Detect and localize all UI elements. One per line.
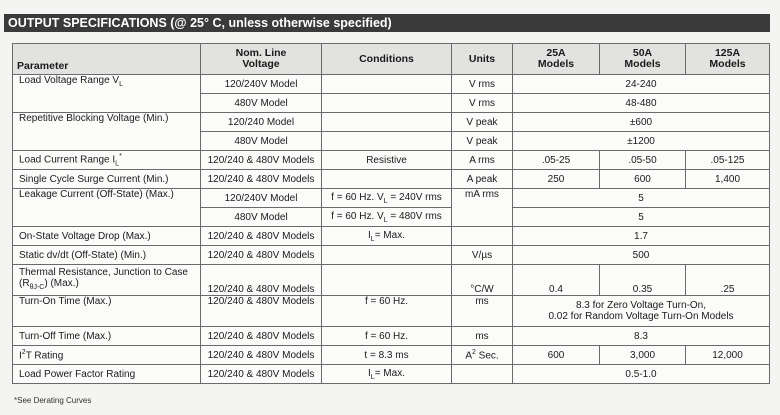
conditions-cell: Resistive	[322, 151, 452, 170]
voltage-cell: 120/240 & 480V Models	[201, 327, 322, 346]
header-conditions: Conditions	[322, 44, 452, 75]
voltage-cell: 120/240 & 480V Models	[201, 246, 322, 265]
voltage-cell: 480V Model	[201, 94, 322, 113]
units-cell: ms	[452, 327, 513, 346]
conditions-cell: f = 60 Hz. $V_L = 480V$ rms	[322, 208, 452, 227]
units-cell: V rms	[452, 94, 513, 113]
units-cell: V peak	[452, 113, 513, 132]
param-load-voltage-range: Load Voltage Range $V_L$	[13, 75, 201, 113]
table-row	[13, 346, 770, 365]
value-25a: 0.4	[513, 265, 600, 296]
param-thermal-resistance: Thermal Resistance, Junction to Case $(R_{\theta J-C})$ (Max.)	[13, 265, 201, 296]
table-row	[13, 113, 770, 132]
value-25a: .05-25	[513, 151, 600, 170]
voltage-cell: 480V Model	[201, 208, 322, 227]
conditions-cell: f = 60 Hz.	[322, 327, 452, 346]
voltage-cell: 120/240 & 480V Models	[201, 365, 322, 384]
section-title: OUTPUT SPECIFICATIONS (@ 25° C, unless otherwise specified)	[4, 14, 770, 32]
units-cell: ms	[452, 296, 513, 327]
units-cell: V rms	[452, 75, 513, 94]
conditions-cell: f = 60 Hz.	[322, 296, 452, 327]
value-cell: 0.5-1.0	[513, 365, 770, 384]
table-row	[13, 327, 770, 346]
voltage-cell: 120/240 & 480V Models	[201, 227, 322, 246]
table-row	[13, 265, 770, 296]
units-cell	[452, 365, 513, 384]
units-cell: °C/W	[452, 265, 513, 296]
table-row	[13, 246, 770, 265]
voltage-cell: 120/240 & 480V Models	[201, 265, 322, 296]
units-cell: mA rms	[452, 189, 513, 227]
param-turn-off-time: Turn-Off Time (Max.)	[13, 327, 201, 346]
value-125a: .05-125	[686, 151, 770, 170]
value-cell: 8.3	[513, 327, 770, 346]
conditions-cell	[322, 113, 452, 132]
table-row	[13, 170, 770, 189]
conditions-cell	[322, 170, 452, 189]
value-cell: 1.7	[513, 227, 770, 246]
header-units: Units	[452, 44, 513, 75]
param-single-cycle-surge-current: Single Cycle Surge Current (Min.)	[13, 170, 201, 189]
conditions-cell: f = 60 Hz. $V_L = 240V$ rms	[322, 189, 452, 208]
conditions-cell	[322, 246, 452, 265]
table-row	[13, 296, 770, 327]
conditions-cell	[322, 265, 452, 296]
value-125a: 1,400	[686, 170, 770, 189]
table-row	[13, 189, 770, 208]
header-25a-models: 25A Models	[513, 44, 600, 75]
param-repetitive-blocking-voltage: Repetitive Blocking Voltage (Min.)	[13, 113, 201, 151]
units-cell: V peak	[452, 132, 513, 151]
units-cell	[452, 227, 513, 246]
value-cell: 48-480	[513, 94, 770, 113]
voltage-cell: 120/240 & 480V Models	[201, 346, 322, 365]
voltage-cell: 120/240 & 480V Models	[201, 151, 322, 170]
conditions-cell: $I_L=$ Max.	[322, 227, 452, 246]
voltage-cell: 120/240V Model	[201, 189, 322, 208]
value-cell: ±1200	[513, 132, 770, 151]
value-25a: 250	[513, 170, 600, 189]
voltage-cell: 120/240 Model	[201, 113, 322, 132]
units-cell: A peak	[452, 170, 513, 189]
value-50a: 0.35	[600, 265, 686, 296]
param-static-dv-dt: Static dv/dt (Off-State) (Min.)	[13, 246, 201, 265]
value-25a: 600	[513, 346, 600, 365]
units-cell: V/µs	[452, 246, 513, 265]
value-cell: 5	[513, 189, 770, 208]
value-cell: ±600	[513, 113, 770, 132]
value-cell: 500	[513, 246, 770, 265]
param-turn-on-time: Turn-On Time (Max.)	[13, 296, 201, 327]
value-50a: 3,000	[600, 346, 686, 365]
table-row	[13, 227, 770, 246]
value-cell: 5	[513, 208, 770, 227]
value-125a: 12,000	[686, 346, 770, 365]
header-parameter: Parameter	[13, 44, 201, 75]
value-50a: .05-50	[600, 151, 686, 170]
conditions-cell	[322, 94, 452, 113]
footnote: *See Derating Curves	[14, 396, 92, 405]
units-cell: A rms	[452, 151, 513, 170]
header-nom-line-voltage: Nom. Line Voltage	[201, 44, 322, 75]
value-125a: .25	[686, 265, 770, 296]
conditions-cell: $I_L=$ Max.	[322, 365, 452, 384]
param-i2t-rating: $I^2T$ Rating	[13, 346, 201, 365]
conditions-cell	[322, 132, 452, 151]
value-cell: 8.3 for Zero Voltage Turn-On, 0.02 for Random Voltage Turn-On Models	[513, 296, 770, 327]
voltage-cell: 480V Model	[201, 132, 322, 151]
conditions-cell	[322, 75, 452, 94]
value-cell: 24-240	[513, 75, 770, 94]
param-leakage-current: Leakage Current (Off-State) (Max.)	[13, 189, 201, 227]
table-row	[13, 75, 770, 94]
param-load-power-factor-rating: Load Power Factor Rating	[13, 365, 201, 384]
voltage-cell: 120/240V Model	[201, 75, 322, 94]
header-50a-models: 50A Models	[600, 44, 686, 75]
conditions-cell: t = 8.3 ms	[322, 346, 452, 365]
param-load-current-range: Load Current Range $I_L^*$	[13, 151, 201, 170]
param-on-state-voltage-drop: On-State Voltage Drop (Max.)	[13, 227, 201, 246]
header-125a-models: 125A Models	[686, 44, 770, 75]
value-50a: 600	[600, 170, 686, 189]
output-specifications-table	[12, 43, 770, 384]
voltage-cell: 120/240 & 480V Models	[201, 170, 322, 189]
header-row	[13, 44, 770, 75]
voltage-cell: 120/240 & 480V Models	[201, 296, 322, 327]
table-row	[13, 151, 770, 170]
table-row	[13, 365, 770, 384]
units-cell: $A^2$ Sec.	[452, 346, 513, 365]
